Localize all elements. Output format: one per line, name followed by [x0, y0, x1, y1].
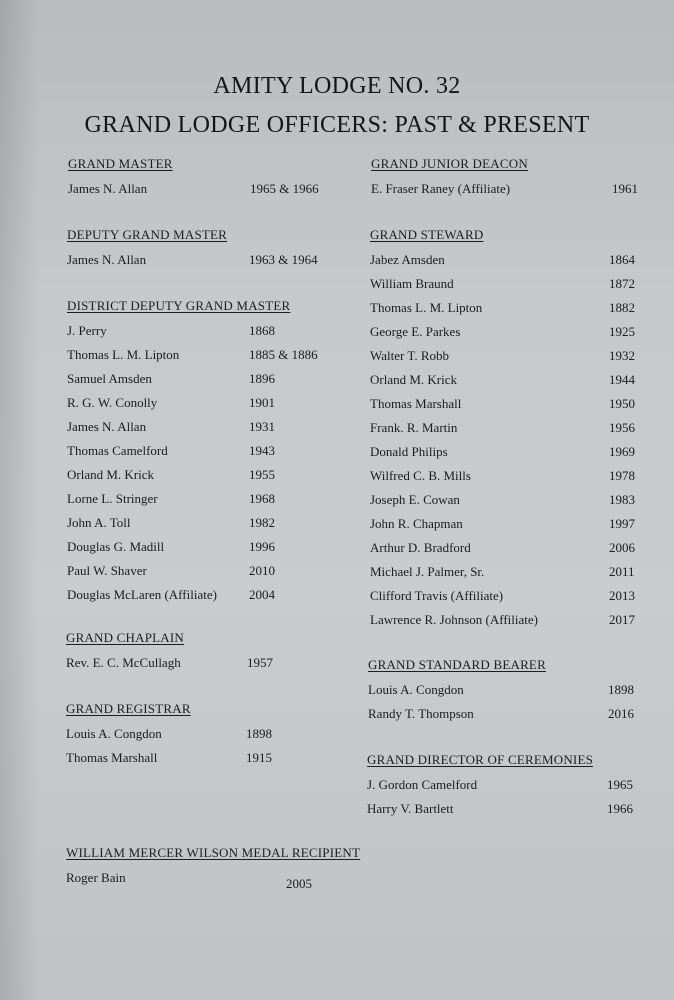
officer-year: 1963 & 1964	[249, 252, 318, 267]
officer-row	[66, 750, 272, 774]
officer-row	[370, 540, 635, 564]
officer-name: Lorne L. Stringer	[67, 491, 158, 506]
officer-year: 1968	[249, 491, 275, 506]
officer-row	[370, 612, 635, 636]
section-grand-registrar	[66, 701, 272, 774]
section-grand-steward	[370, 227, 635, 636]
officer-row	[67, 323, 290, 347]
officer-list	[66, 726, 272, 774]
officer-name: James N. Allan	[68, 181, 148, 196]
officer-row	[368, 682, 634, 706]
section-heading: GRAND JUNIOR DEACON	[371, 156, 528, 171]
section-heading: WILLIAM MERCER WILSON MEDAL RECIPIENT	[66, 845, 361, 860]
officer-year: 2013	[609, 588, 635, 603]
officer-name: Thomas Marshall	[66, 750, 158, 765]
officer-list	[367, 777, 633, 825]
officer-list	[66, 655, 273, 679]
officer-name: Paul W. Shaver	[67, 563, 147, 578]
section-grand-chaplain	[66, 630, 273, 679]
paper-shadow	[0, 0, 40, 1000]
officer-row	[67, 419, 290, 443]
section-grand-master	[68, 156, 319, 205]
officer-year: 1882	[609, 300, 635, 315]
officer-row	[66, 726, 272, 750]
officer-row	[371, 181, 638, 205]
officer-name: Frank. R. Martin	[370, 420, 458, 435]
officer-row	[67, 371, 290, 395]
officer-row	[67, 587, 290, 611]
section-grand-junior-deacon	[371, 156, 638, 205]
officer-year: 1931	[249, 419, 275, 434]
officer-list	[370, 252, 635, 636]
officer-year: 1896	[249, 371, 275, 386]
officer-year: 1965 & 1966	[250, 181, 319, 196]
officer-name: J. Perry	[67, 323, 107, 338]
officer-row	[370, 324, 635, 348]
officer-row	[66, 655, 273, 679]
officer-row	[370, 444, 635, 468]
officer-name: John A. Toll	[67, 515, 131, 530]
officer-name: Douglas McLaren (Affiliate)	[67, 587, 217, 602]
officer-row	[66, 870, 360, 894]
officer-year: 1932	[609, 348, 635, 363]
officer-name: Wilfred C. B. Mills	[370, 468, 471, 483]
section-heading: DEPUTY GRAND MASTER	[67, 227, 228, 242]
officer-name: Thomas Camelford	[67, 443, 168, 458]
officer-name: E. Fraser Raney (Affiliate)	[371, 181, 511, 196]
officer-name: Rev. E. C. McCullagh	[66, 655, 181, 670]
officer-name: Harry V. Bartlett	[367, 801, 454, 816]
section-heading: GRAND STANDARD BEARER	[368, 657, 546, 672]
section-wmw-medal	[66, 845, 360, 894]
officer-name: Thomas L. M. Lipton	[67, 347, 180, 362]
officer-row	[67, 252, 318, 276]
officer-year: 1885 & 1886	[249, 347, 318, 362]
officer-name: Thomas Marshall	[370, 396, 462, 411]
officer-year: 2011	[609, 564, 635, 579]
officer-row	[67, 467, 290, 491]
officer-row	[370, 564, 635, 588]
officer-row	[68, 181, 319, 205]
officer-name: Lawrence R. Johnson (Affiliate)	[370, 612, 538, 627]
officer-row	[370, 588, 635, 612]
officer-year: 2006	[609, 540, 635, 555]
officer-name: John R. Chapman	[370, 516, 463, 531]
officer-year: 1864	[609, 252, 635, 267]
officer-row	[370, 276, 635, 300]
officer-year: 1997	[609, 516, 635, 531]
section-heading: GRAND STEWARD	[370, 227, 484, 242]
section-heading: GRAND DIRECTOR OF CEREMONIES	[367, 752, 594, 767]
officer-list	[67, 252, 318, 276]
officer-name: James N. Allan	[67, 419, 147, 434]
officer-row	[367, 777, 633, 801]
officer-name: Samuel Amsden	[67, 371, 152, 386]
officer-row	[370, 372, 635, 396]
officer-row	[370, 468, 635, 492]
officer-year: 1957	[247, 655, 273, 670]
officer-name: Roger Bain	[66, 870, 126, 885]
section-heading: GRAND REGISTRAR	[66, 701, 191, 716]
officer-name: James N. Allan	[67, 252, 147, 267]
section-heading: DISTRICT DEPUTY GRAND MASTER	[67, 298, 291, 313]
officer-row	[67, 443, 290, 467]
officer-year: 1901	[249, 395, 275, 410]
officer-year: 1868	[249, 323, 275, 338]
section-heading: GRAND MASTER	[68, 156, 173, 171]
officer-name: Louis A. Congdon	[368, 682, 464, 697]
officer-row	[370, 420, 635, 444]
officer-name: Randy T. Thompson	[368, 706, 474, 721]
officer-row	[370, 252, 635, 276]
officer-name: Clifford Travis (Affiliate)	[370, 588, 504, 603]
officer-year: 2010	[249, 563, 275, 578]
officer-row	[67, 347, 318, 371]
officer-list	[68, 181, 319, 205]
officer-row	[67, 395, 290, 419]
officer-year: 1944	[609, 372, 635, 387]
officer-row	[368, 706, 634, 730]
section-deputy-grand-master	[67, 227, 318, 276]
section-heading: GRAND CHAPLAIN	[66, 630, 184, 645]
officer-year: 1978	[609, 468, 635, 483]
officer-name: Walter T. Robb	[370, 348, 449, 363]
officer-list	[371, 181, 638, 205]
officer-row	[370, 516, 635, 540]
officer-list	[66, 870, 360, 894]
officer-name: Orland M. Krick	[67, 467, 155, 482]
officer-year: 1943	[249, 443, 275, 458]
officer-name: Louis A. Congdon	[66, 726, 162, 741]
officer-name: Thomas L. M. Lipton	[370, 300, 483, 315]
section-grand-director-of-ceremonies	[367, 752, 633, 825]
officer-name: Jabez Amsden	[370, 252, 445, 267]
poster-title: GRAND LODGE OFFICERS: PAST & PRESENT	[84, 112, 590, 138]
officer-row	[370, 396, 635, 420]
section-grand-standard-bearer	[368, 657, 634, 730]
officer-name: Donald Philips	[370, 444, 448, 459]
officer-name: Joseph E. Cowan	[370, 492, 460, 507]
officer-name: Douglas G. Madill	[67, 539, 165, 554]
officer-year: 1872	[609, 276, 635, 291]
officer-year: 1969	[609, 444, 635, 459]
officer-row	[67, 563, 290, 587]
officer-list	[67, 323, 318, 611]
officer-year: 2005	[286, 876, 312, 891]
lodge-title: AMITY LODGE NO. 32	[213, 73, 461, 99]
officer-year: 2004	[249, 587, 275, 602]
officer-year: 1925	[609, 324, 635, 339]
officer-year: 1982	[249, 515, 275, 530]
officer-year: 1965	[607, 777, 633, 792]
officer-year: 1898	[608, 682, 634, 697]
officer-year: 1966	[607, 801, 633, 816]
officer-year: 1961	[612, 181, 638, 196]
officer-row	[67, 515, 290, 539]
officer-row	[367, 801, 633, 825]
officer-year: 1950	[609, 396, 635, 411]
officer-row	[370, 492, 635, 516]
section-district-deputy-grand-master	[67, 298, 318, 611]
officer-year: 1898	[246, 726, 272, 741]
officer-row	[67, 491, 290, 515]
officer-name: George E. Parkes	[370, 324, 461, 339]
officer-name: Michael J. Palmer, Sr.	[370, 564, 485, 579]
officer-name: Orland M. Krick	[370, 372, 458, 387]
officer-list	[368, 682, 634, 730]
officer-name: Arthur D. Bradford	[370, 540, 471, 555]
officer-year: 1955	[249, 467, 275, 482]
officer-name: William Braund	[370, 276, 454, 291]
officer-year: 2017	[609, 612, 635, 627]
officer-year: 1956	[609, 420, 635, 435]
officer-name: R. G. W. Conolly	[67, 395, 158, 410]
officer-row	[67, 539, 290, 563]
officer-year: 1983	[609, 492, 635, 507]
officer-row	[370, 348, 635, 372]
officer-year: 1996	[249, 539, 275, 554]
officer-year: 1915	[246, 750, 272, 765]
officer-name: J. Gordon Camelford	[367, 777, 478, 792]
officer-row	[370, 300, 635, 324]
officer-year: 2016	[608, 706, 634, 721]
